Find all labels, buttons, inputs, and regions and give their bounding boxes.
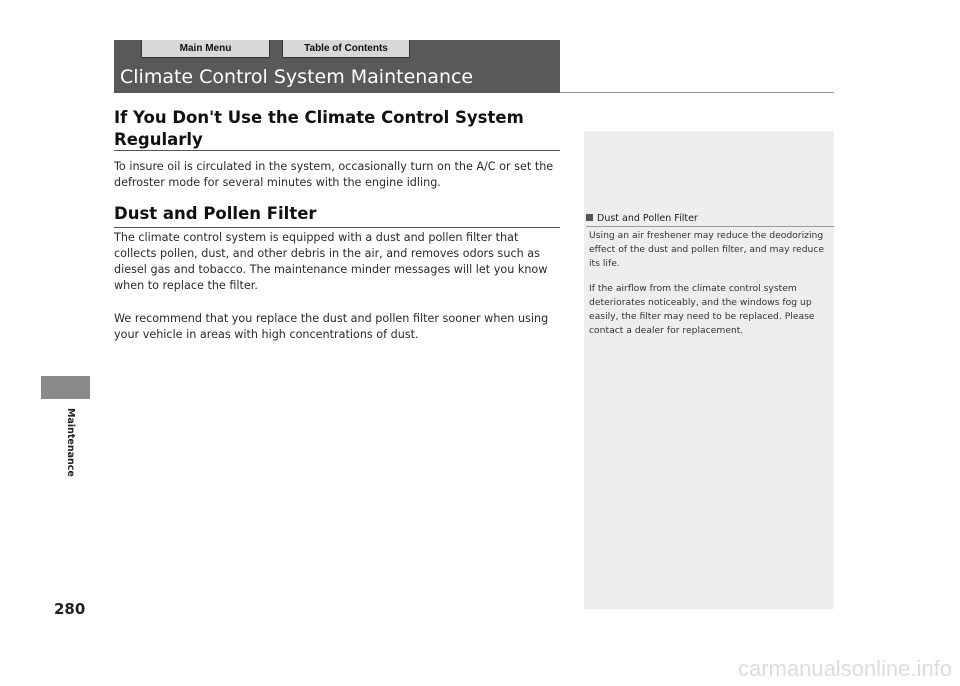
note-marker-icon — [586, 214, 593, 221]
section-heading-climate-usage: If You Don't Use the Climate Control System Regularly — [114, 108, 524, 149]
main-menu-button[interactable]: Main Menu — [141, 40, 270, 58]
sidebar-note-paragraph: Using an air freshener may reduce the deodorizing effect of the dust and pollen filter, and may reduce its life. — [589, 230, 825, 269]
sidebar-notes-panel — [584, 131, 834, 609]
chapter-tab-label: Maintenance — [65, 408, 76, 477]
sidebar-note-title-text: Dust and Pollen Filter — [597, 213, 698, 224]
section-paragraph: To insure oil is circulated in the system, occasionally turn on the A/C or set the defroster mode for several minutes with the engine idling. — [114, 160, 554, 189]
section-heading-dust-pollen-filter: Dust and Pollen Filter — [114, 204, 317, 223]
section-divider — [114, 150, 560, 151]
section-paragraph: We recommend that you replace the dust and pollen filter sooner when using your vehicle in areas with high concentrations of dust. — [114, 312, 549, 341]
page-number: 280 — [54, 600, 86, 618]
watermark: carmanualsonline.info — [737, 656, 952, 681]
section-paragraph: The climate control system is equipped with a dust and pollen filter that collects pollen, dust, and other debris in the air, and removes odors such as diesel gas and tobacco. The maintenance minder messages will let you know when to replace the filter. — [114, 231, 548, 292]
sidebar-note-title — [586, 213, 832, 224]
sidebar-note-divider — [586, 226, 834, 227]
header-divider — [560, 92, 834, 93]
chapter-tab — [41, 376, 90, 399]
table-of-contents-button[interactable]: Table of Contents — [282, 40, 410, 58]
section-divider — [114, 227, 560, 228]
page-title: Climate Control System Maintenance — [120, 66, 474, 88]
sidebar-note-paragraph: If the airflow from the climate control system deteriorates noticeably, and the windows fog up easily, the filter may need to be replaced. Please contact a dealer for replacement. — [589, 283, 815, 336]
